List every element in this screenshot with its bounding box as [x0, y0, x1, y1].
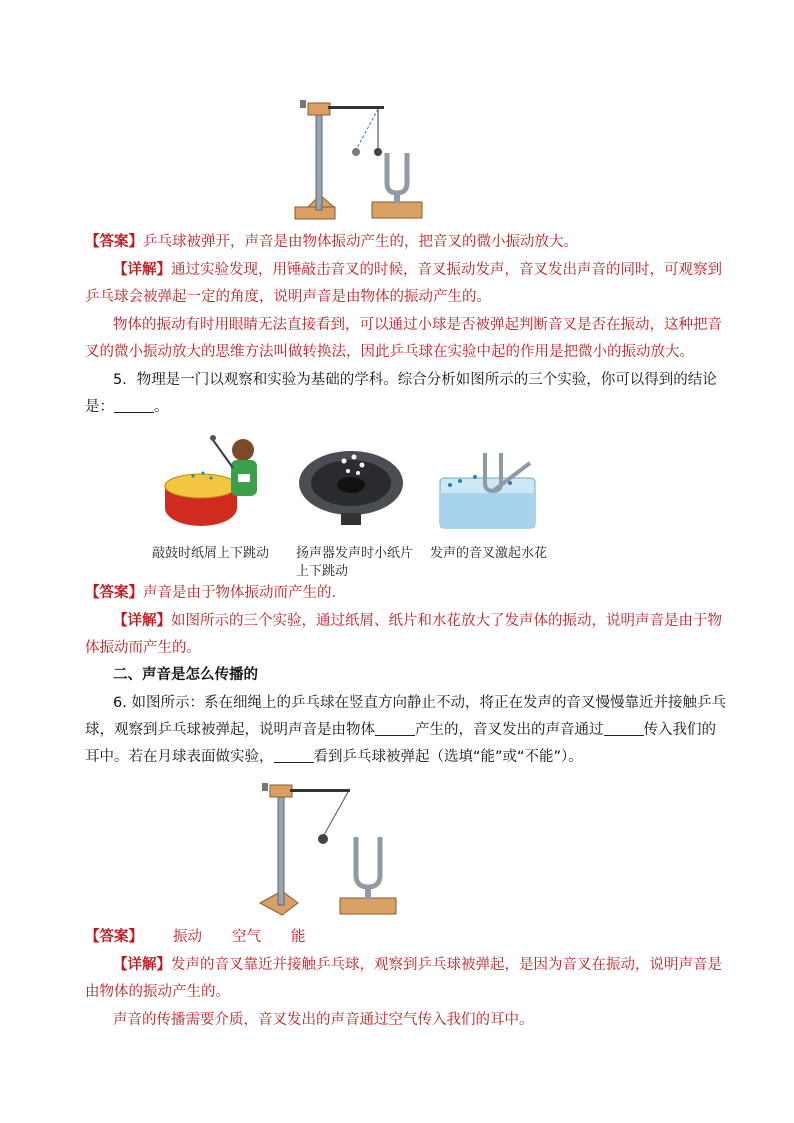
q5-answer-text: 声音是由于物体振动而产生的.	[143, 585, 337, 601]
q4-answer	[85, 232, 715, 252]
q4-answer-text: 乒乓球被弹开，声音是由物体振动产生的，把音叉的微小振动放大。	[143, 234, 578, 250]
drum-experiment-image	[163, 428, 263, 533]
answer-tag: 【答案】	[85, 234, 143, 250]
q6-answer-1: 振动	[173, 929, 202, 945]
answer-blank	[375, 721, 415, 736]
speaker-experiment-image	[296, 443, 406, 533]
q4-extra-line2: 叉的微小振动放大的思维方法叫做转换法，因此乒乓球在实验中起的作用是把微小的振动放大。	[85, 344, 694, 360]
q6-answer-2: 空气	[232, 929, 261, 945]
q5-answer	[85, 583, 715, 603]
caption-water-fork: 发声的音叉激起水花	[430, 546, 548, 561]
answer-blank	[274, 748, 314, 763]
q5-detail-line1: 【详解】如图所示的三个实验，通过纸屑、纸片和水花放大了发声体的振动，说明声音是由于物	[113, 613, 722, 629]
q6-extra-line: 声音的传播需要介质，音叉发出的声音通过空气传入我们的耳中。	[113, 1012, 534, 1028]
water-fork-experiment-image	[430, 453, 540, 531]
q6-answer	[85, 927, 715, 947]
q6-detail-line1: 【详解】发声的音叉靠近并接触乒乓球，观察到乒乓球被弹起，是因为音叉在振动，说明声音是	[113, 957, 722, 973]
answer-tag: 【答案】	[85, 585, 143, 601]
tuning-fork-figure-1	[290, 95, 430, 225]
q6-detail-line2: 由物体的振动产生的。	[85, 984, 230, 1000]
q4-detail-line1: 【详解】通过实验发现，用锤敲击音叉的时候，音叉振动发声，音叉发出声音的同时，可观察到	[113, 262, 722, 278]
q4-extra-line1: 物体的振动有时用眼睛无法直接看到，可以通过小球是否被弹起判断音叉是否在振动，这种把音	[113, 317, 722, 333]
q4-detail-line2: 乒乓球会被弹起一定的角度，说明声音是由物体的振动产生的。	[85, 289, 491, 305]
q6-question-line3: 耳中。若在月球表面做实验， 看到乒乓球被弹起（选填“能”或“不能”）。	[85, 749, 583, 765]
detail-tag: 【详解】	[113, 957, 171, 973]
detail-tag: 【详解】	[113, 262, 171, 278]
q6-question-line2: 球，观察到乒乓球被弹起，说明声音是由物体 产生的，音叉发出的声音通过 传入我们的	[85, 722, 716, 738]
answer-tag: 【答案】	[85, 929, 143, 945]
detail-tag: 【详解】	[113, 613, 171, 629]
q6-question-line1: 6. 如图所示：系在细绳上的乒乓球在竖直方向静止不动，将正在发声的音叉慢慢靠近并接触乒乓	[113, 695, 726, 711]
q5-question-line1: 5．物理是一门以观察和实验为基础的学科。综合分析如图所示的三个实验，你可以得到的结论	[113, 372, 717, 388]
q5-question-line2: 是： 。	[85, 399, 169, 415]
answer-blank	[604, 721, 644, 736]
q5-detail-line2: 体振动而产生的。	[85, 640, 201, 656]
caption-speaker: 扬声器发声时小纸片	[296, 546, 414, 561]
q6-answer-3: 能	[291, 929, 306, 945]
section-heading: 二、声音是怎么传播的	[113, 667, 258, 683]
answer-blank	[114, 398, 154, 413]
tuning-fork-figure-2	[252, 775, 402, 920]
caption-speaker-2: 上下跳动	[296, 564, 349, 579]
caption-drum: 敲鼓时纸屑上下跳动	[152, 546, 270, 561]
